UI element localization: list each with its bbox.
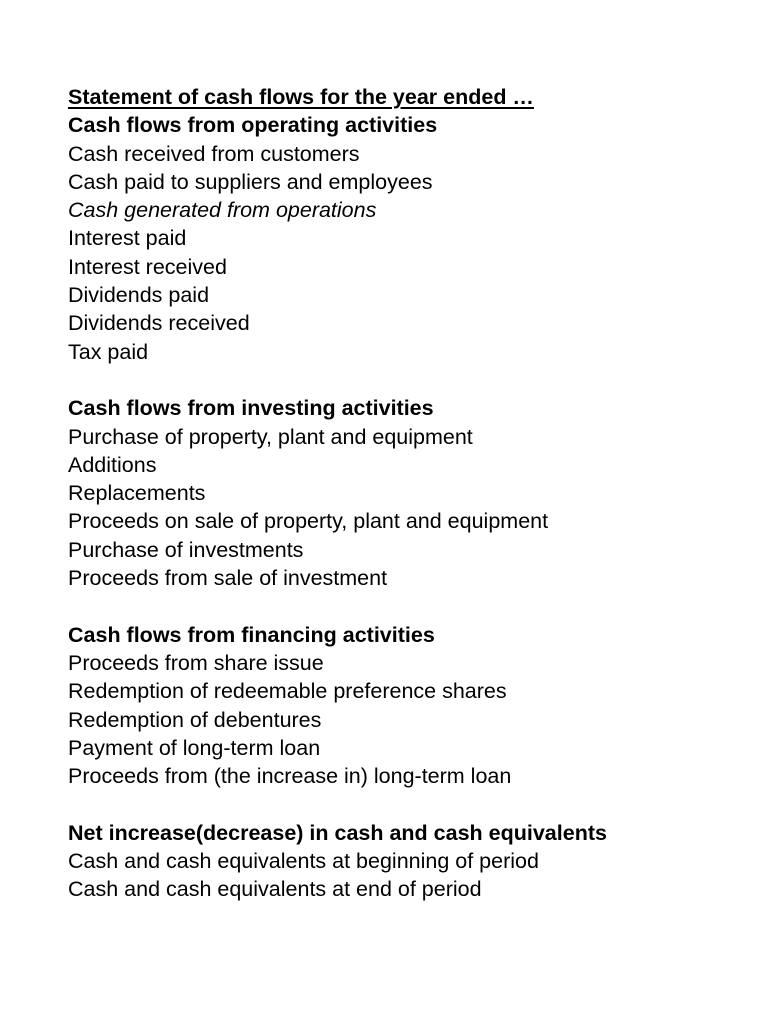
financing-activities-heading: Cash flows from financing activities [68,622,435,647]
financing-item: Redemption of debentures [68,707,322,732]
operating-item: Cash received from customers [68,141,360,166]
investing-activities-heading: Cash flows from investing activities [68,396,434,421]
investing-item: Purchase of investments [68,537,304,562]
investing-item: Additions [68,452,157,477]
operating-activities-section [68,111,748,366]
section-spacer [68,366,748,394]
operating-item: Dividends paid [68,283,210,308]
investing-item: Replacements [68,481,206,506]
financing-item: Proceeds from share issue [68,650,324,675]
financing-activities-section [68,621,748,791]
operating-item: Interest paid [68,226,187,251]
net-change-item: Cash and cash equivalents at beginning of period [68,849,539,874]
investing-item: Proceeds from sale of investment [68,566,388,591]
operating-item: Tax paid [68,339,149,364]
net-change-section [68,819,748,904]
financing-item: Proceeds from (the increase in) long-term loan [68,764,512,789]
net-change-heading: Net increase(decrease) in cash and cash equivalents [68,820,607,845]
operating-activities-heading: Cash flows from operating activities [68,113,438,138]
section-spacer [68,592,748,620]
investing-item: Proceeds on sale of property, plant and equipment [68,509,549,534]
investing-activities-section [68,394,748,592]
investing-item: Purchase of property, plant and equipment [68,424,473,449]
document-page [68,83,748,904]
operating-item: Dividends received [68,311,250,336]
section-spacer [68,790,748,818]
financing-item: Redemption of redeemable preference shares [68,679,507,704]
net-change-item: Cash and cash equivalents at end of period [68,877,482,902]
financing-item: Payment of long-term loan [68,735,321,760]
operating-item: Interest received [68,254,227,279]
operating-item: Cash paid to suppliers and employees [68,169,433,194]
operating-subtotal-label: Cash generated from operations [68,198,377,223]
document-title: Statement of cash flows for the year ended … [68,85,534,109]
